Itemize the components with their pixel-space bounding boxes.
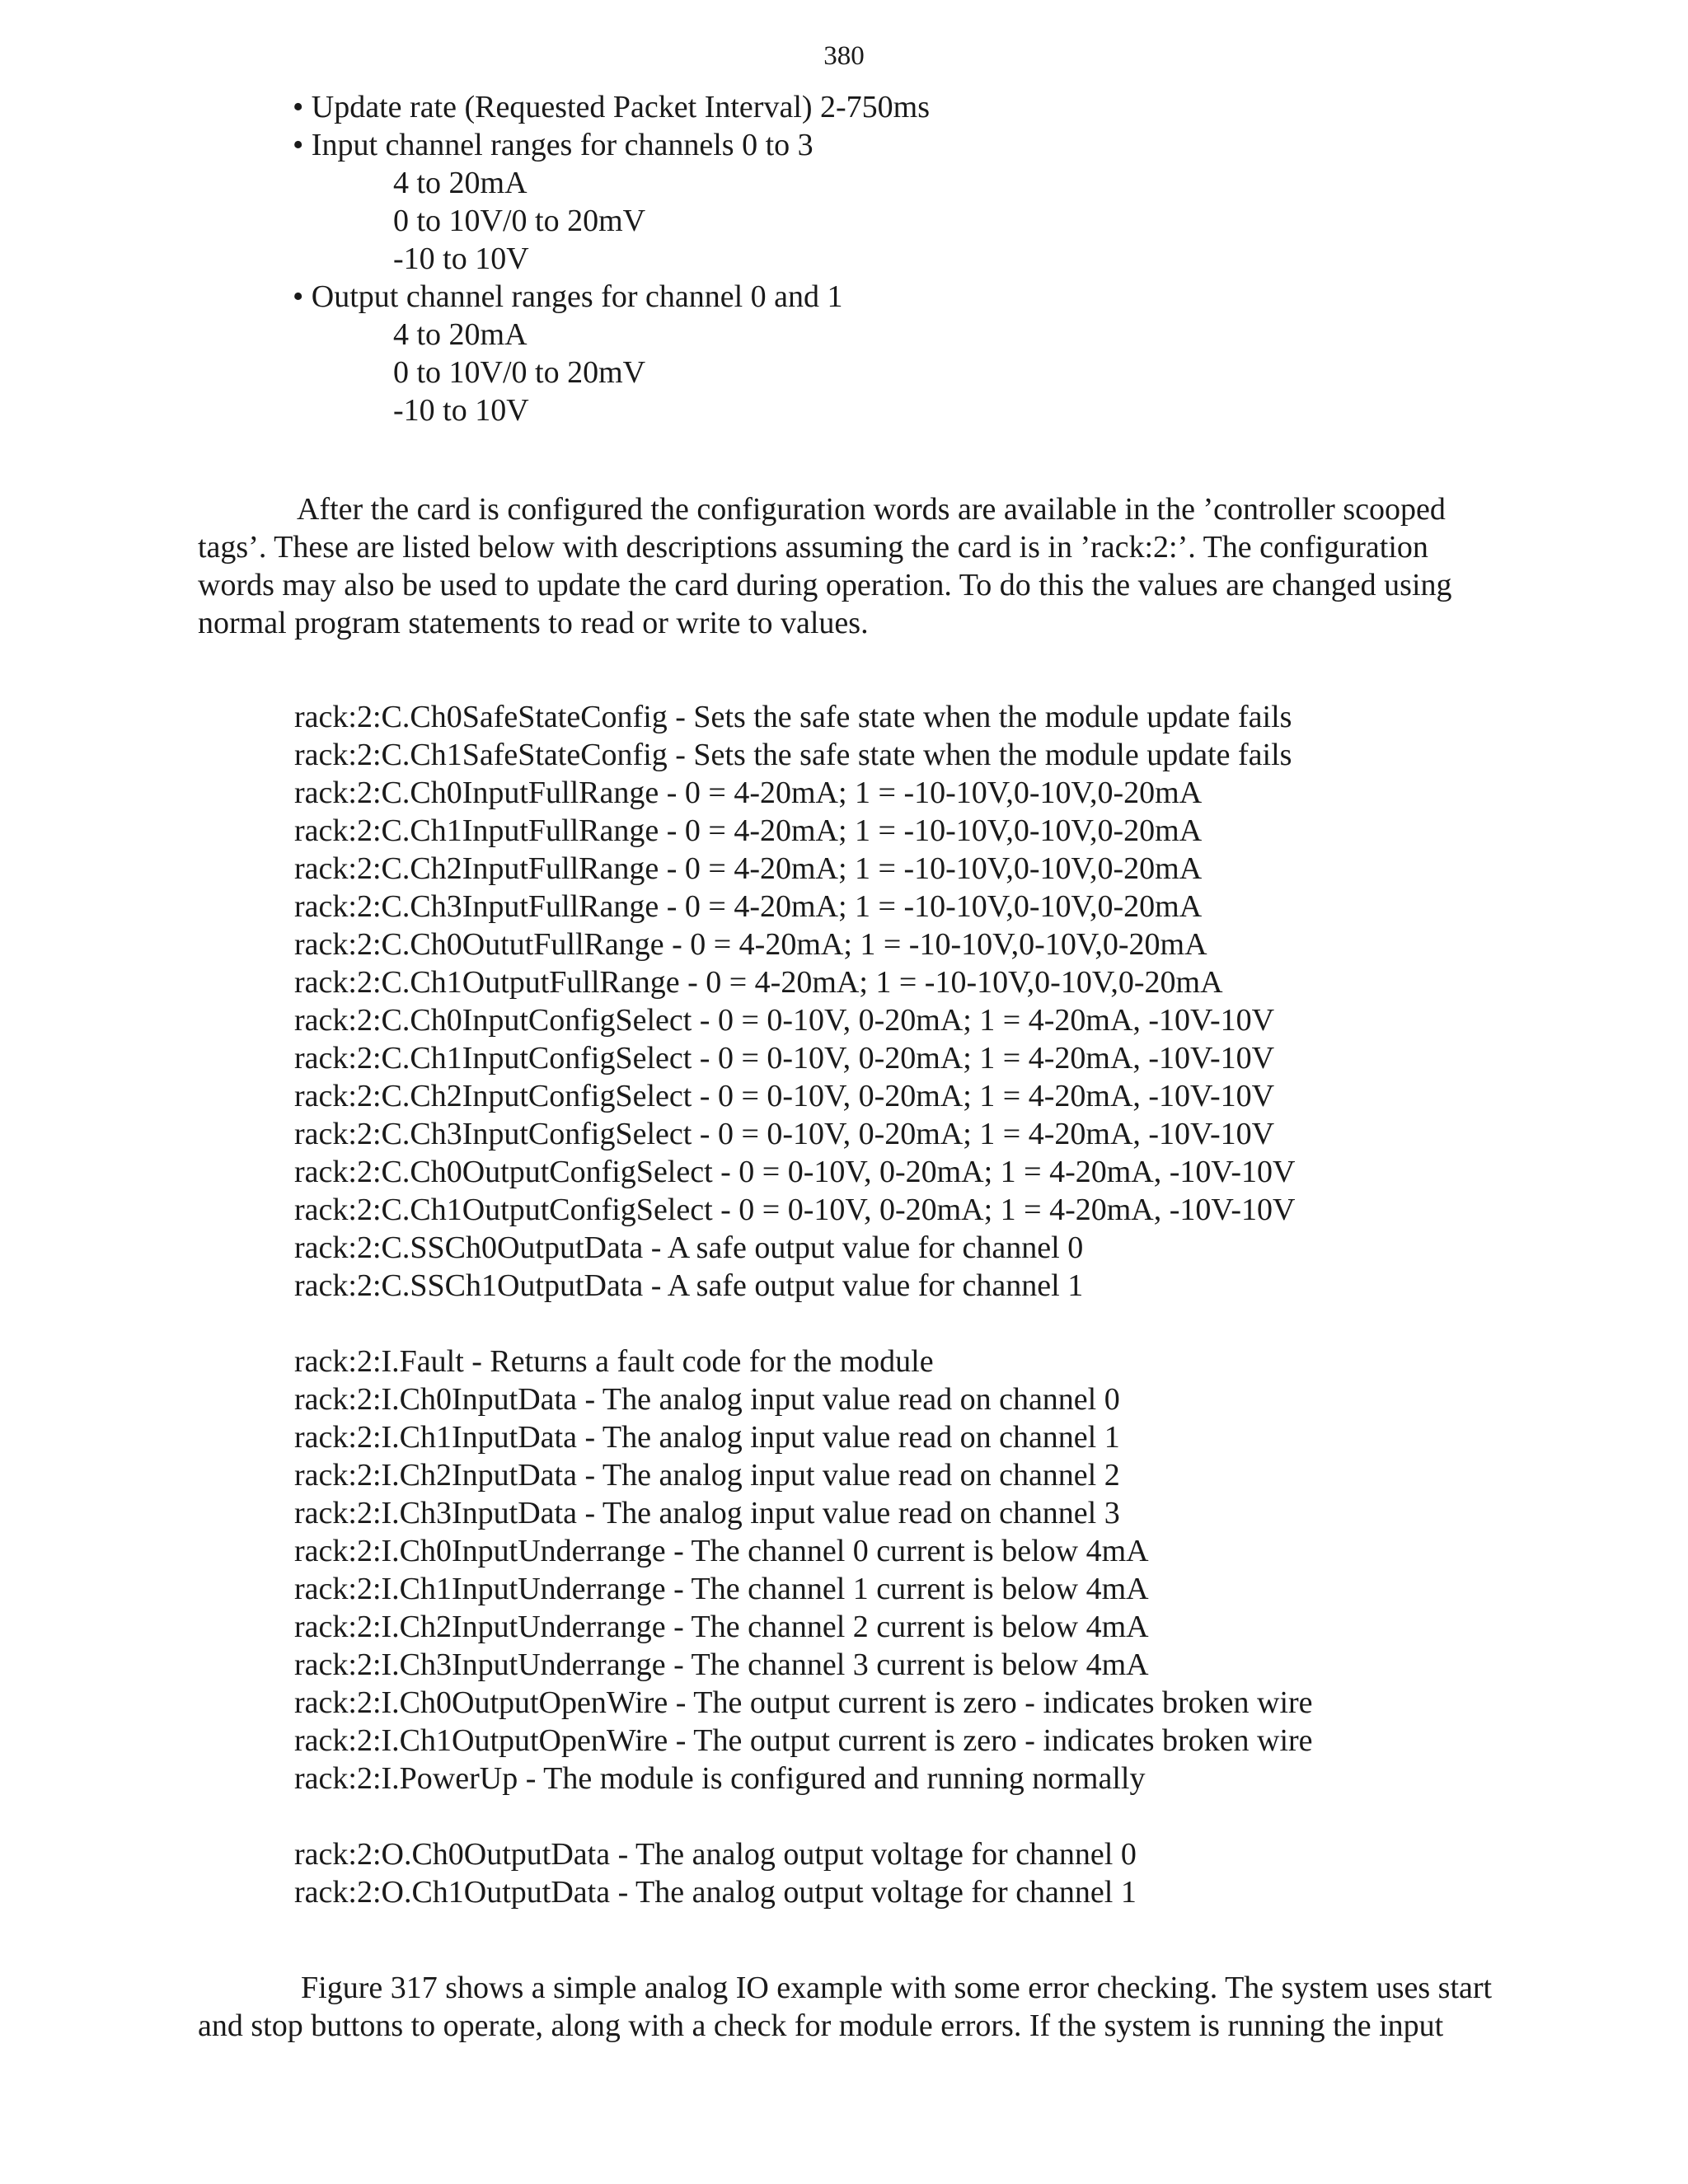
input-tag-item: rack:2:I.Ch1InputUnderrange - The channel 1 current is below 4mA <box>294 1572 1149 1606</box>
paragraph-line: After the card is configured the configuration words are available in the ’controller scooped <box>297 492 1446 527</box>
paragraph-line: words may also be used to update the card during operation. To do this the values are changed using <box>198 568 1452 602</box>
config-tag-item: rack:2:C.Ch0OutputConfigSelect - 0 = 0-10V, 0-20mA; 1 = 4-20mA, -10V-10V <box>294 1155 1296 1189</box>
bullet-update-rate: • Update rate (Requested Packet Interval) 2-750ms <box>293 90 931 124</box>
config-tag-item: rack:2:C.Ch3InputFullRange - 0 = 4-20mA; 1 = -10-10V,0-10V,0-20mA <box>294 889 1203 924</box>
output-tag-item: rack:2:O.Ch0OutputData - The analog output voltage for channel 0 <box>294 1837 1137 1872</box>
config-tag-item: rack:2:C.Ch2InputConfigSelect - 0 = 0-10V, 0-20mA; 1 = 4-20mA, -10V-10V <box>294 1079 1275 1113</box>
input-tag-item: rack:2:I.Ch0OutputOpenWire - The output current is zero - indicates broken wire <box>294 1685 1313 1720</box>
input-tag-item: rack:2:I.Fault - Returns a fault code for the module <box>294 1344 934 1379</box>
config-tag-item: rack:2:C.Ch1InputConfigSelect - 0 = 0-10V, 0-20mA; 1 = 4-20mA, -10V-10V <box>294 1041 1275 1076</box>
config-tag-item: rack:2:C.Ch0InputConfigSelect - 0 = 0-10V, 0-20mA; 1 = 4-20mA, -10V-10V <box>294 1003 1275 1038</box>
config-tag-item: rack:2:C.Ch1InputFullRange - 0 = 4-20mA; 1 = -10-10V,0-10V,0-20mA <box>294 813 1203 848</box>
input-tag-item: rack:2:I.Ch2InputData - The analog input value read on channel 2 <box>294 1458 1120 1493</box>
config-tag-item: rack:2:C.Ch0SafeStateConfig - Sets the safe state when the module update fails <box>294 700 1292 734</box>
config-tag-item: rack:2:C.Ch1OutputFullRange - 0 = 4-20mA; 1 = -10-10V,0-10V,0-20mA <box>294 965 1223 1000</box>
config-tag-item: rack:2:C.Ch1OutputConfigSelect - 0 = 0-10V, 0-20mA; 1 = 4-20mA, -10V-10V <box>294 1193 1296 1227</box>
paragraph-line: Figure 317 shows a simple analog IO example with some error checking. The system uses start <box>301 1971 1493 2005</box>
input-range-item: -10 to 10V <box>393 241 529 276</box>
input-tag-item: rack:2:I.Ch0InputUnderrange - The channel 0 current is below 4mA <box>294 1534 1149 1568</box>
bullet-input-ranges: • Input channel ranges for channels 0 to 3 <box>293 128 814 162</box>
config-tag-item: rack:2:C.SSCh1OutputData - A safe output value for channel 1 <box>294 1268 1084 1303</box>
config-tag-item: rack:2:C.Ch0InputFullRange - 0 = 4-20mA; 1 = -10-10V,0-10V,0-20mA <box>294 776 1203 810</box>
config-tag-item: rack:2:C.Ch2InputFullRange - 0 = 4-20mA; 1 = -10-10V,0-10V,0-20mA <box>294 851 1203 886</box>
paragraph-line: tags’. These are listed below with descriptions assuming the card is in ’rack:2:’. The configuration <box>198 530 1428 565</box>
output-range-item: -10 to 10V <box>393 393 529 428</box>
input-tag-item: rack:2:I.Ch2InputUnderrange - The channel 2 current is below 4mA <box>294 1610 1149 1644</box>
page-number: 380 <box>823 41 865 71</box>
output-range-item: 0 to 10V/0 to 20mV <box>393 355 646 390</box>
paragraph-line: and stop buttons to operate, along with a check for module errors. If the system is running the input <box>198 2008 1444 2043</box>
config-tag-item: rack:2:C.Ch0OututFullRange - 0 = 4-20mA; 1 = -10-10V,0-10V,0-20mA <box>294 927 1207 962</box>
input-tag-item: rack:2:I.Ch0InputData - The analog input value read on channel 0 <box>294 1382 1120 1417</box>
config-tag-item: rack:2:C.SSCh0OutputData - A safe output value for channel 0 <box>294 1230 1084 1265</box>
paragraph-line: normal program statements to read or write to values. <box>198 606 869 640</box>
output-tag-item: rack:2:O.Ch1OutputData - The analog output voltage for channel 1 <box>294 1875 1137 1910</box>
input-range-item: 4 to 20mA <box>393 166 528 200</box>
output-range-item: 4 to 20mA <box>393 317 528 352</box>
config-tag-item: rack:2:C.Ch3InputConfigSelect - 0 = 0-10V, 0-20mA; 1 = 4-20mA, -10V-10V <box>294 1117 1275 1151</box>
input-tag-item: rack:2:I.Ch3InputData - The analog input value read on channel 3 <box>294 1496 1120 1530</box>
config-tag-item: rack:2:C.Ch1SafeStateConfig - Sets the safe state when the module update fails <box>294 738 1292 772</box>
bullet-output-ranges: • Output channel ranges for channel 0 and 1 <box>293 279 843 314</box>
input-tag-item: rack:2:I.PowerUp - The module is configured and running normally <box>294 1761 1146 1796</box>
input-range-item: 0 to 10V/0 to 20mV <box>393 204 646 238</box>
input-tag-item: rack:2:I.Ch1OutputOpenWire - The output current is zero - indicates broken wire <box>294 1723 1313 1758</box>
input-tag-item: rack:2:I.Ch3InputUnderrange - The channel 3 current is below 4mA <box>294 1647 1149 1682</box>
input-tag-item: rack:2:I.Ch1InputData - The analog input value read on channel 1 <box>294 1420 1120 1455</box>
